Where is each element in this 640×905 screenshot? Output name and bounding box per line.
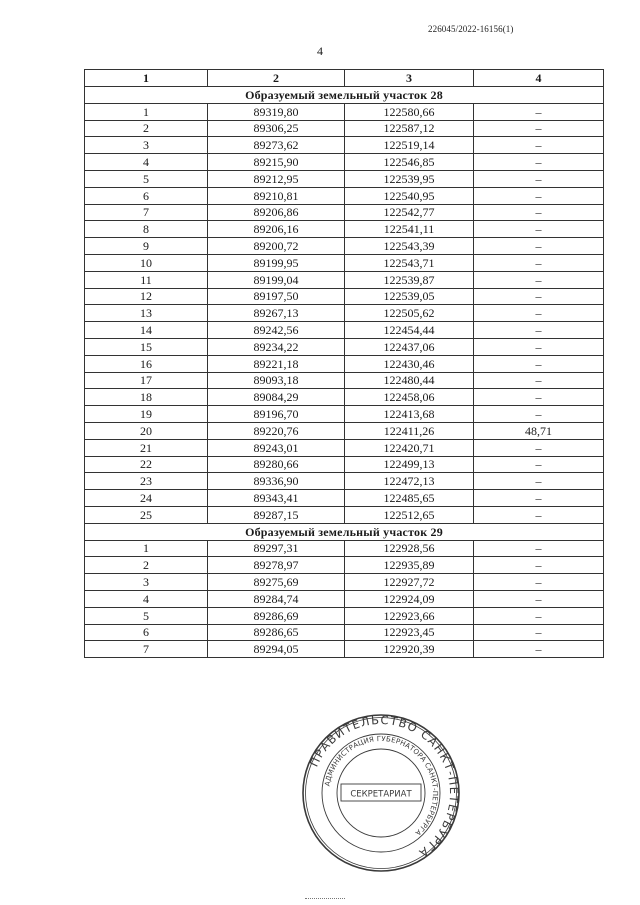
- table-row: [85, 322, 604, 339]
- y-coordinate-cell: 122541,11: [345, 221, 474, 238]
- value-cell: –: [474, 238, 604, 255]
- y-coordinate-cell: 122542,77: [345, 204, 474, 221]
- x-coordinate-cell: 89267,13: [208, 305, 345, 322]
- table-row: [85, 406, 604, 423]
- value-cell: –: [474, 641, 604, 658]
- y-coordinate-cell: 122546,85: [345, 154, 474, 171]
- table-row: [85, 338, 604, 355]
- table-header-row: [85, 70, 604, 87]
- y-coordinate-cell: 122430,46: [345, 355, 474, 372]
- x-coordinate-cell: 89196,70: [208, 406, 345, 423]
- table-row: [85, 305, 604, 322]
- value-cell: –: [474, 154, 604, 171]
- value-cell: –: [474, 406, 604, 423]
- value-cell: –: [474, 490, 604, 507]
- y-coordinate-cell: 122540,95: [345, 187, 474, 204]
- x-coordinate-cell: 89215,90: [208, 154, 345, 171]
- x-coordinate-cell: 89084,29: [208, 389, 345, 406]
- y-coordinate-cell: 122539,05: [345, 288, 474, 305]
- point-number-cell: 18: [85, 389, 208, 406]
- table-row: [85, 624, 604, 641]
- page-number: 4: [317, 44, 323, 58]
- x-coordinate-cell: 89284,74: [208, 590, 345, 607]
- point-number-cell: 2: [85, 557, 208, 574]
- point-number-cell: 2: [85, 120, 208, 137]
- table-row: [85, 422, 604, 439]
- x-coordinate-cell: 89093,18: [208, 372, 345, 389]
- point-number-cell: 25: [85, 506, 208, 523]
- y-coordinate-cell: 122454,44: [345, 322, 474, 339]
- y-coordinate-cell: 122512,65: [345, 506, 474, 523]
- x-coordinate-cell: 89273,62: [208, 137, 345, 154]
- table-row: [85, 473, 604, 490]
- table-row: [85, 238, 604, 255]
- point-number-cell: 11: [85, 271, 208, 288]
- table-row: [85, 506, 604, 523]
- point-number-cell: 5: [85, 170, 208, 187]
- value-cell: –: [474, 137, 604, 154]
- x-coordinate-cell: 89199,04: [208, 271, 345, 288]
- y-coordinate-cell: 122920,39: [345, 641, 474, 658]
- table-row: [85, 439, 604, 456]
- value-cell: –: [474, 389, 604, 406]
- y-coordinate-cell: 122505,62: [345, 305, 474, 322]
- section-title: Образуемый земельный участок 29: [85, 523, 604, 540]
- table-row: [85, 607, 604, 624]
- point-number-cell: 23: [85, 473, 208, 490]
- value-cell: –: [474, 271, 604, 288]
- column-header-1: 1: [85, 70, 208, 87]
- y-coordinate-cell: 122411,26: [345, 422, 474, 439]
- y-coordinate-cell: 122543,71: [345, 254, 474, 271]
- y-coordinate-cell: 122472,13: [345, 473, 474, 490]
- point-number-cell: 9: [85, 238, 208, 255]
- seal-inner-text: АДМИНИСТРАЦИЯ ГУБЕРНАТОРА САНКТ-ПЕТЕРБУРГА: [323, 734, 440, 837]
- x-coordinate-cell: 89206,86: [208, 204, 345, 221]
- value-cell: –: [474, 540, 604, 557]
- x-coordinate-cell: 89206,16: [208, 221, 345, 238]
- value-cell: –: [474, 103, 604, 120]
- column-header-2: 2: [208, 70, 345, 87]
- table-row: [85, 103, 604, 120]
- seal-outer-text: ПРАВИТЕЛЬСТВО САНКТ-ПЕТЕРБУРГА: [306, 713, 461, 861]
- column-header-3: 3: [345, 70, 474, 87]
- x-coordinate-cell: 89210,81: [208, 187, 345, 204]
- x-coordinate-cell: 89234,22: [208, 338, 345, 355]
- y-coordinate-cell: 122923,45: [345, 624, 474, 641]
- value-cell: –: [474, 557, 604, 574]
- x-coordinate-cell: 89280,66: [208, 456, 345, 473]
- y-coordinate-cell: 122437,06: [345, 338, 474, 355]
- x-coordinate-cell: 89278,97: [208, 557, 345, 574]
- x-coordinate-cell: 89221,18: [208, 355, 345, 372]
- point-number-cell: 16: [85, 355, 208, 372]
- table-row: [85, 590, 604, 607]
- table-row: [85, 372, 604, 389]
- value-cell: –: [474, 288, 604, 305]
- value-cell: –: [474, 170, 604, 187]
- official-seal: [301, 713, 461, 873]
- table-row: [85, 288, 604, 305]
- x-coordinate-cell: 89200,72: [208, 238, 345, 255]
- x-coordinate-cell: 89243,01: [208, 439, 345, 456]
- value-cell: –: [474, 574, 604, 591]
- value-cell: –: [474, 204, 604, 221]
- point-number-cell: 6: [85, 624, 208, 641]
- value-cell: –: [474, 439, 604, 456]
- point-number-cell: 13: [85, 305, 208, 322]
- x-coordinate-cell: 89242,56: [208, 322, 345, 339]
- value-cell: –: [474, 372, 604, 389]
- section-title: Образуемый земельный участок 28: [85, 87, 604, 104]
- x-coordinate-cell: 89294,05: [208, 641, 345, 658]
- point-number-cell: 4: [85, 154, 208, 171]
- point-number-cell: 7: [85, 641, 208, 658]
- x-coordinate-cell: 89297,31: [208, 540, 345, 557]
- table-row: [85, 574, 604, 591]
- value-cell: –: [474, 456, 604, 473]
- table-body: [85, 87, 604, 658]
- table-row: [85, 204, 604, 221]
- y-coordinate-cell: 122485,65: [345, 490, 474, 507]
- point-number-cell: 12: [85, 288, 208, 305]
- section-header-row: [85, 523, 604, 540]
- table-row: [85, 187, 604, 204]
- table-row: [85, 557, 604, 574]
- y-coordinate-cell: 122458,06: [345, 389, 474, 406]
- y-coordinate-cell: 122923,66: [345, 607, 474, 624]
- y-coordinate-cell: 122927,72: [345, 574, 474, 591]
- y-coordinate-cell: 122519,14: [345, 137, 474, 154]
- table-row: [85, 490, 604, 507]
- x-coordinate-cell: 89275,69: [208, 574, 345, 591]
- point-number-cell: 22: [85, 456, 208, 473]
- point-number-cell: 20: [85, 422, 208, 439]
- table-row: [85, 271, 604, 288]
- point-number-cell: 14: [85, 322, 208, 339]
- y-coordinate-cell: 122539,95: [345, 170, 474, 187]
- x-coordinate-cell: 89197,50: [208, 288, 345, 305]
- table-row: [85, 456, 604, 473]
- point-number-cell: 6: [85, 187, 208, 204]
- section-header-row: [85, 87, 604, 104]
- point-number-cell: 8: [85, 221, 208, 238]
- y-coordinate-cell: 122413,68: [345, 406, 474, 423]
- y-coordinate-cell: 122587,12: [345, 120, 474, 137]
- y-coordinate-cell: 122420,71: [345, 439, 474, 456]
- point-number-cell: 24: [85, 490, 208, 507]
- x-coordinate-cell: 89336,90: [208, 473, 345, 490]
- point-number-cell: 15: [85, 338, 208, 355]
- value-cell: –: [474, 305, 604, 322]
- point-number-cell: 17: [85, 372, 208, 389]
- point-number-cell: 21: [85, 439, 208, 456]
- y-coordinate-cell: 122480,44: [345, 372, 474, 389]
- bottom-divider: [305, 898, 345, 901]
- x-coordinate-cell: 89286,69: [208, 607, 345, 624]
- point-number-cell: 19: [85, 406, 208, 423]
- value-cell: –: [474, 120, 604, 137]
- coordinates-table: [84, 69, 604, 658]
- x-coordinate-cell: 89343,41: [208, 490, 345, 507]
- point-number-cell: 10: [85, 254, 208, 271]
- value-cell: –: [474, 221, 604, 238]
- value-cell: –: [474, 322, 604, 339]
- x-coordinate-cell: 89220,76: [208, 422, 345, 439]
- table-row: [85, 540, 604, 557]
- x-coordinate-cell: 89286,65: [208, 624, 345, 641]
- point-number-cell: 4: [85, 590, 208, 607]
- point-number-cell: 7: [85, 204, 208, 221]
- x-coordinate-cell: 89306,25: [208, 120, 345, 137]
- point-number-cell: 3: [85, 574, 208, 591]
- seal-center-text: СЕКРЕТАРИАТ: [350, 789, 412, 800]
- value-cell: –: [474, 473, 604, 490]
- x-coordinate-cell: 89199,95: [208, 254, 345, 271]
- table-row: [85, 355, 604, 372]
- point-number-cell: 1: [85, 540, 208, 557]
- value-cell: –: [474, 624, 604, 641]
- value-cell: –: [474, 506, 604, 523]
- column-header-4: 4: [474, 70, 604, 87]
- value-cell: 48,71: [474, 422, 604, 439]
- x-coordinate-cell: 89212,95: [208, 170, 345, 187]
- y-coordinate-cell: 122935,89: [345, 557, 474, 574]
- table-row: [85, 254, 604, 271]
- value-cell: –: [474, 187, 604, 204]
- point-number-cell: 1: [85, 103, 208, 120]
- table-row: [85, 137, 604, 154]
- y-coordinate-cell: 122924,09: [345, 590, 474, 607]
- y-coordinate-cell: 122499,13: [345, 456, 474, 473]
- table-row: [85, 389, 604, 406]
- table-row: [85, 641, 604, 658]
- value-cell: –: [474, 338, 604, 355]
- value-cell: –: [474, 590, 604, 607]
- value-cell: –: [474, 254, 604, 271]
- table-row: [85, 170, 604, 187]
- value-cell: –: [474, 607, 604, 624]
- value-cell: –: [474, 355, 604, 372]
- point-number-cell: 3: [85, 137, 208, 154]
- table-row: [85, 120, 604, 137]
- x-coordinate-cell: 89287,15: [208, 506, 345, 523]
- table-row: [85, 154, 604, 171]
- y-coordinate-cell: 122580,66: [345, 103, 474, 120]
- document-code: 226045/2022-16156(1): [428, 24, 514, 34]
- table-row: [85, 221, 604, 238]
- y-coordinate-cell: 122539,87: [345, 271, 474, 288]
- x-coordinate-cell: 89319,80: [208, 103, 345, 120]
- point-number-cell: 5: [85, 607, 208, 624]
- y-coordinate-cell: 122928,56: [345, 540, 474, 557]
- y-coordinate-cell: 122543,39: [345, 238, 474, 255]
